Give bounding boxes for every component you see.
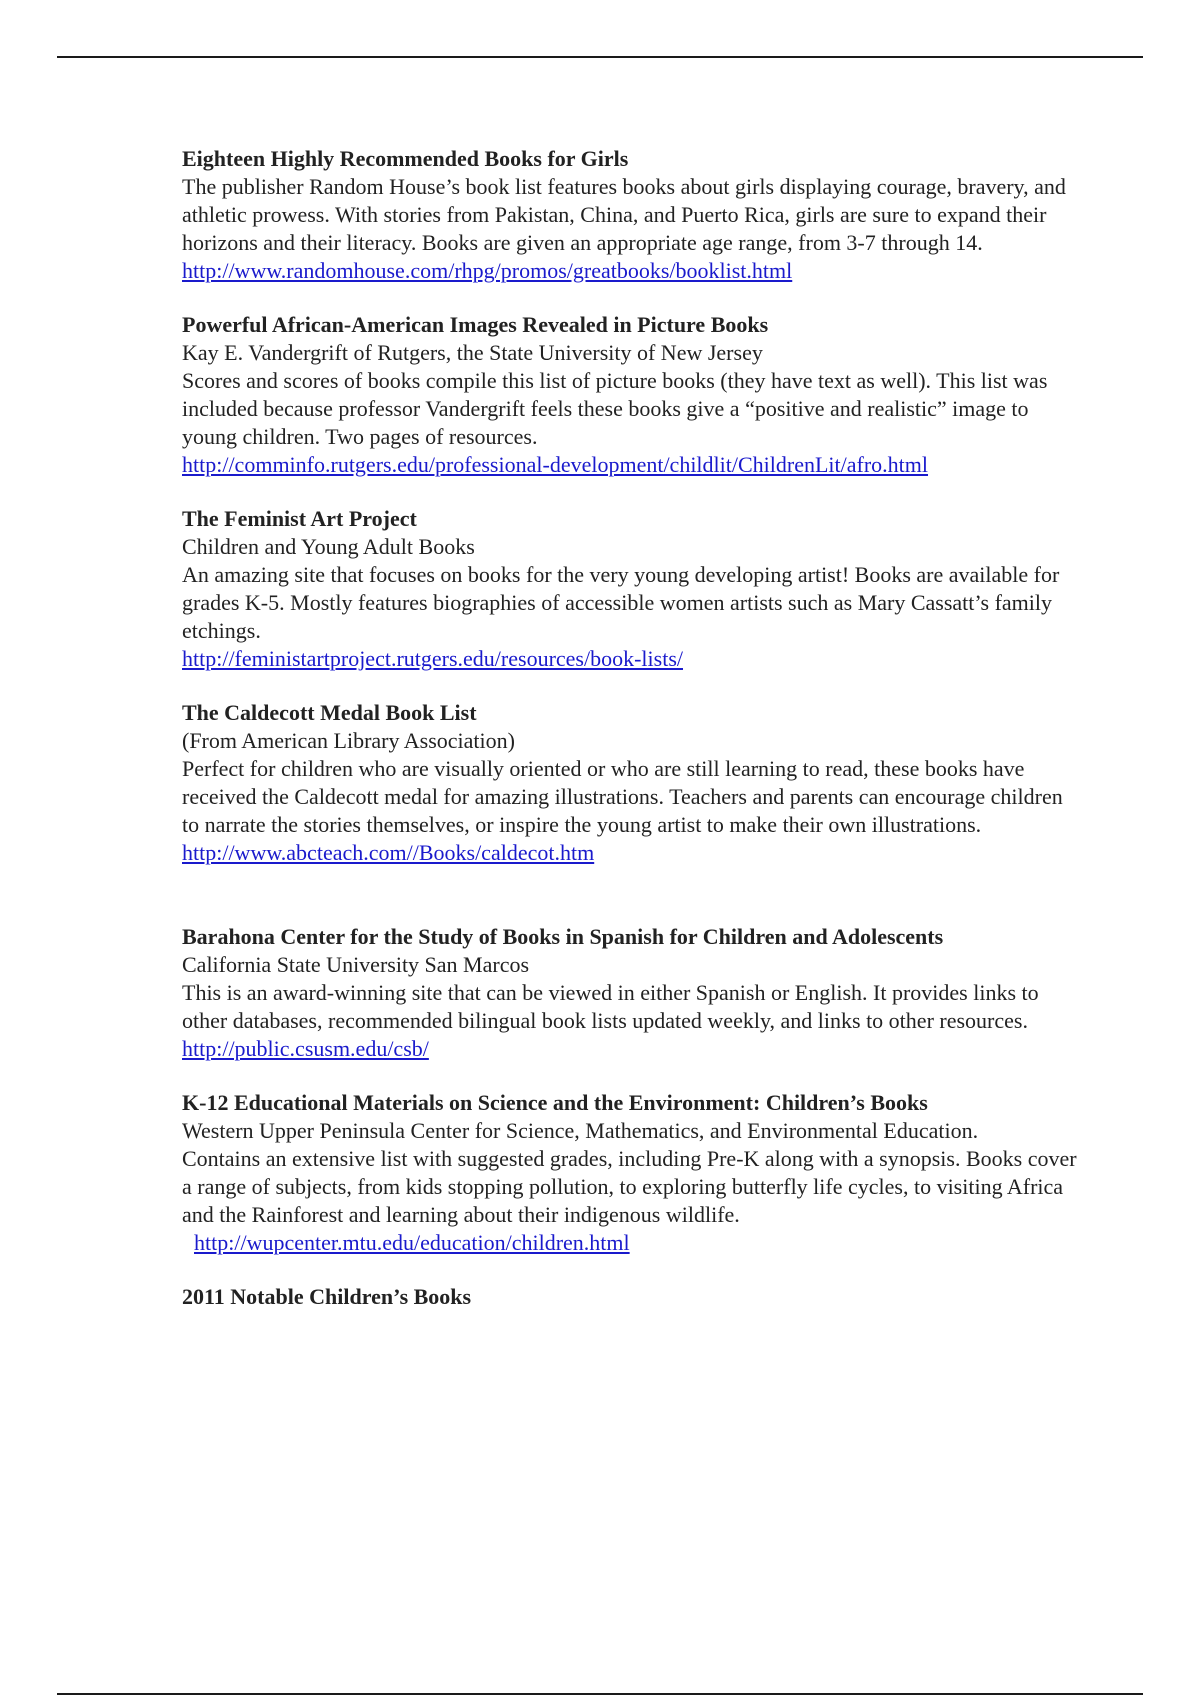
- entry-title: 2011 Notable Children’s Books: [182, 1284, 472, 1309]
- entry-title: Eighteen Highly Recommended Books for Girls: [182, 146, 629, 171]
- entry-african-american-images: [182, 311, 1082, 479]
- entry-title: The Caldecott Medal Book List: [182, 700, 477, 725]
- entry-title: K-12 Educational Materials on Science and the Environment: Children’s Books: [182, 1090, 928, 1115]
- entry-girls-books: [182, 145, 1082, 285]
- entry-subtitle: Kay E. Vandergrift of Rutgers, the State University of New Jersey: [182, 340, 763, 365]
- entry-notable-2011: [182, 1283, 1082, 1311]
- entry-subtitle: Children and Young Adult Books: [182, 534, 475, 559]
- entry-description: Perfect for children who are visually oriented or who are still learning to read, these books have received the Caldecott medal for amazing illustrations. Teachers and parents can encourage children to narrate the stories themselves, or inspire the young artist to make their own illustrations.: [182, 756, 1063, 837]
- entry-description: An amazing site that focuses on books for the very young developing artist! Books are available for grades K-5. Mostly features biographies of accessible women artists such as Mary Cassatt’s family etchings.: [182, 562, 1060, 643]
- entry-link[interactable]: http://comminfo.rutgers.edu/professional-development/childlit/ChildrenLit/afro.html: [182, 452, 929, 477]
- entry-feminist-art-project: [182, 505, 1082, 673]
- entry-title: Powerful African-American Images Revealed in Picture Books: [182, 312, 769, 337]
- entry-description: This is an award-winning site that can be viewed in either Spanish or English. It provides links to other databases, recommended bilingual book lists updated weekly, and links to other resources.: [182, 980, 1039, 1033]
- entry-subtitle: (From American Library Association): [182, 728, 515, 753]
- entry-link[interactable]: http://feministartproject.rutgers.edu/resources/book-lists/: [182, 646, 683, 671]
- entry-description: Scores and scores of books compile this list of picture books (they have text as well). This list was included because professor Vandergrift feels these books give a “positive and realistic” image to young children. Two pages of resources.: [182, 368, 1048, 449]
- entry-description: Contains an extensive list with suggested grades, including Pre-K along with a synopsis. Books cover a range of subjects, from kids stopping pollution, to exploring butterfly life cycles, to visiting Africa and the Rainforest and learning about their indigenous wildlife.: [182, 1146, 1077, 1227]
- entry-link[interactable]: http://www.abcteach.com//Books/caldecot.htm: [182, 840, 595, 865]
- entry-subtitle: California State University San Marcos: [182, 952, 530, 977]
- entry-link[interactable]: http://public.csusm.edu/csb/: [182, 1036, 429, 1061]
- entry-description: The publisher Random House’s book list features books about girls displaying courage, bravery, and athletic prowess. With stories from Pakistan, China, and Puerto Rica, girls are sure to expand their horizons and their literacy. Books are given an appropriate age range, from 3-7 through 14.: [182, 174, 1066, 255]
- entry-k12-science: [182, 1089, 1082, 1257]
- entry-caldecott: [182, 699, 1082, 867]
- entry-title: Barahona Center for the Study of Books in Spanish for Children and Adolescents: [182, 924, 944, 949]
- footer-rule: [57, 1693, 1143, 1695]
- entry-link[interactable]: http://wupcenter.mtu.edu/education/children.html: [194, 1230, 630, 1255]
- entry-barahona-center: [182, 923, 1082, 1063]
- entry-title: The Feminist Art Project: [182, 506, 417, 531]
- header-rule: [57, 56, 1143, 58]
- document-body: [182, 145, 1082, 1311]
- entry-link[interactable]: http://www.randomhouse.com/rhpg/promos/greatbooks/booklist.html: [182, 258, 793, 283]
- entry-subtitle: Western Upper Peninsula Center for Science, Mathematics, and Environmental Education.: [182, 1118, 979, 1143]
